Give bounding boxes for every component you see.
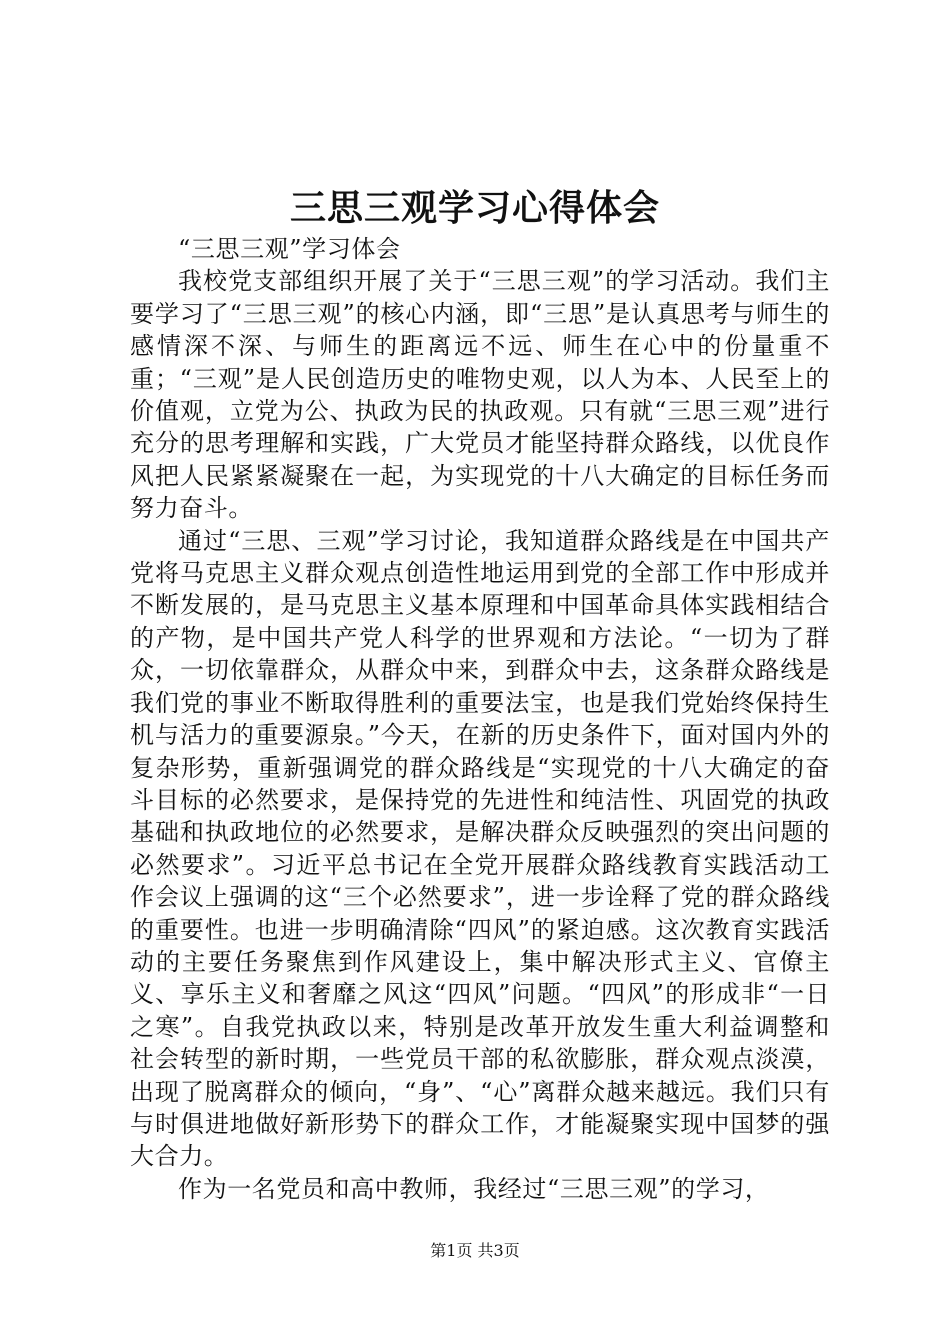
paragraph: 作为一名党员和高中教师，我经过“三思三观”的学习，	[178, 1174, 770, 1203]
document-body	[130, 233, 830, 1205]
paragraph: 通过“三思、三观”学习讨论，我知道群众路线是在中国共产党将马克思主义群众观点创造性地运用到党的全部工作中形成并不断发展的，是马克思主义基本原理和中国革命具体实践相结合的产物，是中国共产党人科学的世界观和方法论。“一切为了群众，一切依靠群众，从群众中来，到群众中去，这条群众路线是我们党的事业不断取得胜利的重要法宝，也是我们党始终保持生机与活力的重要源泉。”今天，在新的历史条件下，面对国内外的复杂形势，重新强调党的群众路线是“实现党的十八大确定的奋斗目标的必然要求，是保持党的先进性和纯洁性、巩固党的执政基础和执政地位的必然要求，是解决群众反映强烈的突出问题的必然要求”。习近平总书记在全党开展群众路线教育实践活动工作会议上强调的这“三个必然要求”，进一步诠释了党的群众路线的重要性。也进一步明确清除“四风”的紧迫感。这次教育实践活动的主要任务聚焦到作风建设上，集中解决形式主义、官僚主义、享乐主义和奢靡之风这“四风”问题。“四风”的形成非“一日之寒”。自我党执政以来，特别是改革开放发生重大利益调整和社会转型的新时期，一些党员干部的私欲膨胀，群众观点淡漠，出现了脱离群众的倾向，“身”、“心”离群众越来越远。我们只有与时俱进地做好新形势下的群众工作，才能凝聚实现中国梦的强大合力。	[130, 526, 830, 1171]
document-title: 三思三观学习心得体会	[289, 187, 660, 229]
paragraph-subtitle: “三思三观”学习体会	[178, 235, 401, 263]
page-number-footer: 第1页 共3页	[430, 1241, 520, 1260]
paragraph: 我校党支部组织开展了关于“三思三观”的学习活动。我们主要学习了“三思三观”的核心内涵，即“三思”是认真思考与师生的感情深不深、与师生的距离远不远、师生在心中的份量重不重；“三观”是人民创造历史的唯物史观，以人为本、人民至上的价值观，立党为公、执政为民的执政观。只有就“三思三观”进行充分的思考理解和实践，广大党员才能坚持群众路线，以优良作风把人民紧紧凝聚在一起，为实现党的十八大确定的目标任务而努力奋斗。	[130, 267, 830, 523]
